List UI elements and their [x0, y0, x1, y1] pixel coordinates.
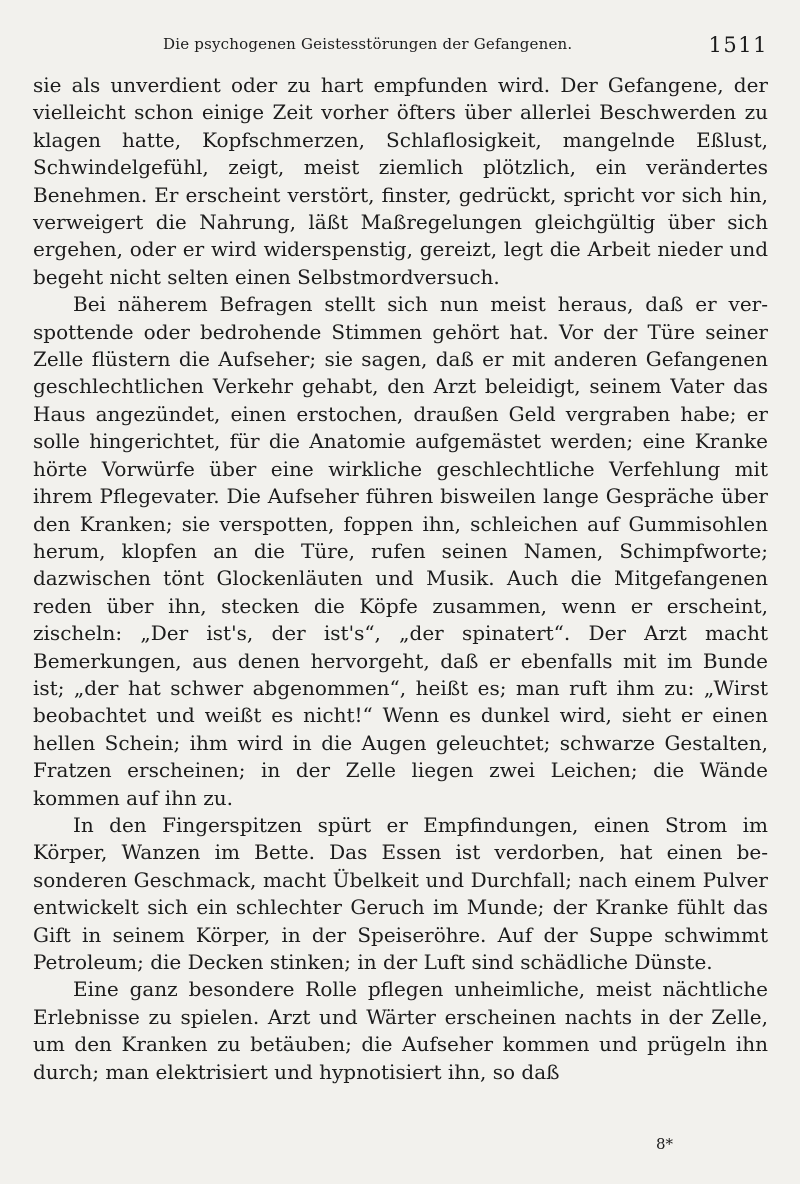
paragraph-nocturnal: Eine ganz besondere Rolle pflegen unheimliche, meist nächtliche Erlebnisse zu spielen. Arzt und Wärter erscheinen nachts in der Zelle, um den Kranken zu betäuben; die Aufseher kommen und prügeln ihn durch; man elektrisiert und hypnotisiert ihn, so daß: [33, 977, 768, 1084]
running-title: Die psychogenen Geistesstörungen der Gefangenen.: [163, 35, 573, 53]
signature-mark: 8*: [656, 1135, 674, 1153]
paragraph-sensations: In den Fingerspitzen spürt er Empfindungen, einen Strom im Körper, Wanzen im Bette. Das Essen ist verdorben, hat einen besonderen Geschmack, macht Übelkeit und Durchfall; nach einem Pulver entwickelt sich ein schlechter Geruch im Munde; der Kranke fühlt das Gift in seinem Körper, in der Speiseröhre. Auf der Suppe schwimmt Petroleum; die Decken stinken; in der Luft sind schädliche Dünste.: [33, 812, 768, 974]
body-text: [33, 72, 768, 1086]
paragraph-continuation: sie als unverdient oder zu hart empfunden wird. Der Gefangene, der vielleicht schon einige Zeit vorher öfters über allerlei Beschwerden zu klagen hatte, Kopfschmerzen, Schlaflosigkeit, mangelnde Eßlust, Schwindelgefühl, zeigt, meist ziemlich plötzlich, ein verändertes Benehmen. Er erscheint verstört, finster, gedrückt, spricht vor sich hin, verweigert die Nahrung, läßt Maßregelungen gleichgültig über sich ergehen, oder er wird widerspenstig, gereizt, legt die Arbeit nieder und begeht nicht selten einen Selbstmordversuch.: [33, 73, 768, 289]
running-head: [33, 33, 768, 61]
page-number: 1511: [708, 33, 768, 57]
paragraph-voices: Bei näherem Befragen stellt sich nun meist heraus, daß er verspottende oder bedrohende Stimmen gehört hat. Vor der Türe seiner Zelle flüstern die Aufseher; sie sagen, daß er mit anderen Gefangenen geschlechtlichen Verkehr gehabt, den Arzt beleidigt, seinem Vater das Haus angezündet, einen erstochen, draußen Geld vergraben habe; er solle hingerichtet, für die Anatomie aufgemästet werden; eine Kranke hörte Vorwürfe über eine wirkliche geschlechtliche Verfehlung mit ihrem Pflegevater. Die Aufseher führen bisweilen lange Gespräche über den Kranken; sie verspotten, foppen ihn, schleichen auf Gummisohlen herum, klopfen an die Türe, rufen seinen Namen, Schimpfworte; dazwischen tönt Glockenläuten und Musik. Auch die Mitgefangenen reden über ihn, stecken die Köpfe zusammen, wenn er erscheint, zischeln: „Der ist's, der ist's“, „der spinatert“. Der Arzt macht Bemerkungen, aus denen hervorgeht, daß er ebenfalls mit im Bunde ist; „der hat schwer abgenommen“, heißt es; man ruft ihm zu: „Wirst beobachtet und weißt es nicht!“ Wenn es dunkel wird, sieht er einen hellen Schein; ihm wird in die Augen geleuchtet; schwarze Gestalten, Fratzen erscheinen; in der Zelle liegen zwei Leichen; die Wände kommen auf ihn zu.: [33, 292, 768, 810]
